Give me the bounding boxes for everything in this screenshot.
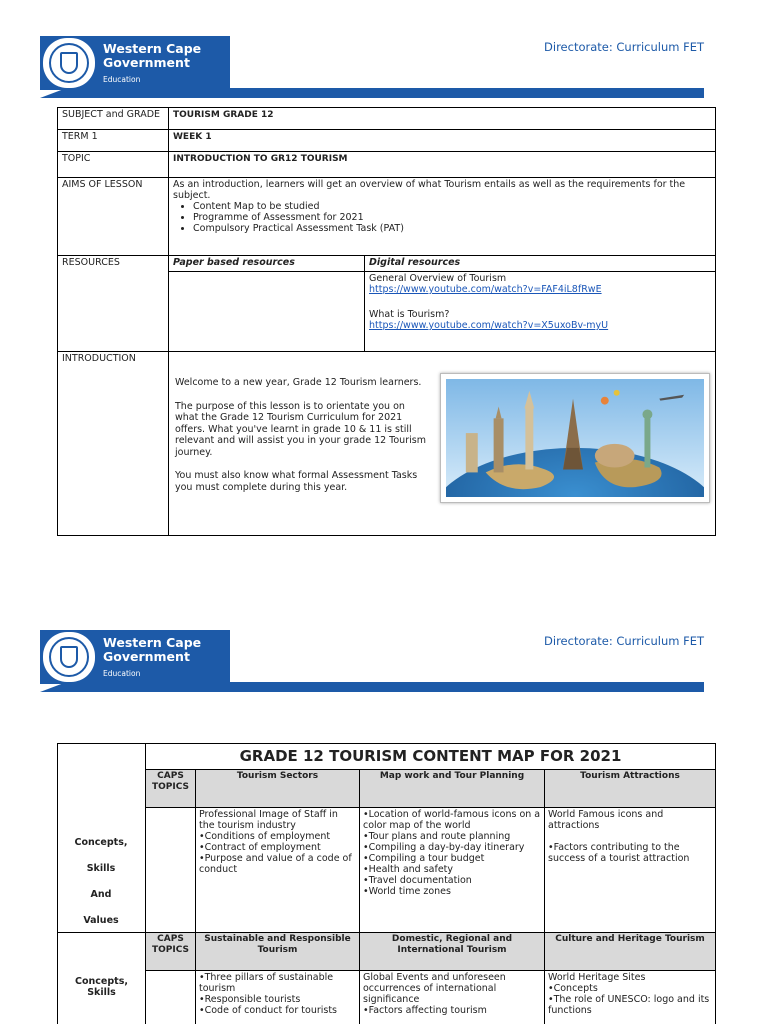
map-work-cell [360, 808, 545, 933]
digital-1-title: General Overview of Tourism [369, 273, 507, 284]
cell-line: World Heritage Sites [548, 972, 646, 983]
cell-line: •Three pillars of sustainable tourism [199, 972, 334, 994]
cell-line: World Famous icons and attractions [548, 809, 664, 831]
logo-line-2: Government [103, 55, 190, 70]
cell-line: •Contract of employment [199, 842, 321, 853]
aims-item: • Content Map to be studied [193, 201, 711, 212]
header-bar [40, 88, 704, 98]
term-label: TERM 1 [58, 130, 169, 152]
col-head: Domestic, Regional and International Tourism [360, 933, 545, 971]
intro-paragraph: Welcome to a new year, Grade 12 Tourism learners. [175, 377, 422, 388]
domestic-cell [360, 971, 545, 1024]
cell-line: •Factors contributing to the success of a tourist attraction [548, 842, 690, 864]
digital-resources-label: Digital resources [369, 257, 461, 268]
lesson-table [57, 107, 716, 536]
coat-of-arms-icon [43, 38, 95, 88]
paper-resources-cell [169, 272, 365, 352]
cell-line: •Responsible tourists [199, 994, 301, 1005]
header-bar [40, 682, 704, 692]
intro-paragraph: You must also know what formal Assessment Tasks you must complete during this year. [175, 470, 418, 493]
directorate-label: Directorate: Curriculum FET [544, 40, 704, 54]
aims-item: • Compulsory Practical Assessment Task (PAT) [193, 223, 711, 234]
digital-2-link[interactable]: https://www.youtube.com/watch?v=X5uxoBv-myU [369, 320, 609, 331]
page-header [40, 36, 704, 106]
content-map-table [57, 743, 716, 1024]
wcg-logo [40, 36, 230, 90]
cell-line: Global Events and unforeseen occurrences of international significance [363, 972, 506, 1005]
cell-line: •Health and safety [363, 864, 454, 875]
cell-line: •Tour plans and route planning [363, 831, 511, 842]
digital-2-title: What is Tourism? [369, 309, 450, 320]
side-label: And [90, 889, 112, 900]
cell-line: •Travel documentation [363, 875, 472, 886]
side-label: Skills [86, 863, 116, 874]
cell-line: •The role of UNESCO: logo and its functions [548, 994, 710, 1016]
col-head: Sustainable and Responsible Tourism [196, 933, 360, 971]
cell-line: •Conditions of employment [199, 831, 331, 842]
caps-topics-label: CAPS TOPICS [146, 933, 196, 971]
digital-1-link[interactable]: https://www.youtube.com/watch?v=FAF4iL8fRwE [369, 284, 602, 295]
cell-line: •World time zones [363, 886, 451, 897]
side-label: Concepts, Skills [58, 933, 146, 1024]
content-map-title: GRADE 12 TOURISM CONTENT MAP FOR 2021 [146, 744, 716, 770]
col-head: Map work and Tour Planning [360, 770, 545, 808]
col-head: Tourism Attractions [545, 770, 716, 808]
term-value: WEEK 1 [173, 132, 212, 142]
side-label: Values [83, 915, 119, 926]
side-label-block [58, 830, 144, 934]
coat-of-arms-icon [43, 632, 95, 682]
empty-cell [146, 808, 196, 933]
col-head: Culture and Heritage Tourism [545, 933, 716, 971]
cell-line: •Compiling a day-by-day itinerary [363, 842, 525, 853]
paper-resources-label: Paper based resources [173, 257, 295, 268]
aims-list [193, 201, 711, 234]
aims-text: As an introduction, learners will get an overview of what Tourism entails as well as the requirements for the subject. [173, 179, 686, 201]
sustainable-cell [196, 971, 360, 1024]
culture-cell [545, 971, 716, 1024]
cell-line: •Code of conduct for tourists [199, 1005, 338, 1016]
attractions-cell [545, 808, 716, 933]
logo-line-3: Education [103, 75, 141, 84]
topic-label: TOPIC [58, 152, 169, 178]
aims-label: AIMS OF LESSON [58, 178, 169, 256]
cell-line: •Concepts [548, 983, 598, 994]
empty-cell [146, 971, 196, 1024]
subject-label: SUBJECT and GRADE [58, 108, 169, 130]
logo-line-1: Western Cape [103, 635, 202, 650]
subject-value: TOURISM GRADE 12 [173, 110, 274, 120]
side-label: Concepts, [74, 837, 128, 848]
cell-line: •Location of world-famous icons on a color map of the world [363, 809, 541, 831]
topic-value: INTRODUCTION TO GR12 TOURISM [173, 154, 348, 164]
world-landmarks-image [440, 373, 710, 503]
page-header-2 [40, 630, 704, 700]
cell-line: •Purpose and value of a code of conduct [199, 853, 352, 875]
col-head: Tourism Sectors [196, 770, 360, 808]
logo-line-2: Government [103, 649, 190, 664]
logo-line-3: Education [103, 669, 141, 678]
aims-item: • Programme of Assessment for 2021 [193, 212, 711, 223]
cell-line: Professional Image of Staff in the tourism industry [199, 809, 338, 831]
wcg-logo [40, 630, 230, 684]
caps-topics-label: CAPS TOPICS [146, 770, 196, 808]
resources-label: RESOURCES [58, 256, 169, 352]
cell-line: •Compiling a tour budget [363, 853, 485, 864]
introduction-label: INTRODUCTION [58, 352, 169, 536]
cell-line: •Factors affecting tourism [363, 1005, 487, 1016]
sectors-cell [196, 808, 360, 933]
intro-paragraph: The purpose of this lesson is to orientate you on what the Grade 12 Tourism Curriculum for 2021 offers. What you've learnt in grade 10 & 11 is still relevant and will assist you in your grade 12 Tourism journey. [175, 400, 426, 458]
logo-line-1: Western Cape [103, 41, 202, 56]
directorate-label: Directorate: Curriculum FET [544, 634, 704, 648]
